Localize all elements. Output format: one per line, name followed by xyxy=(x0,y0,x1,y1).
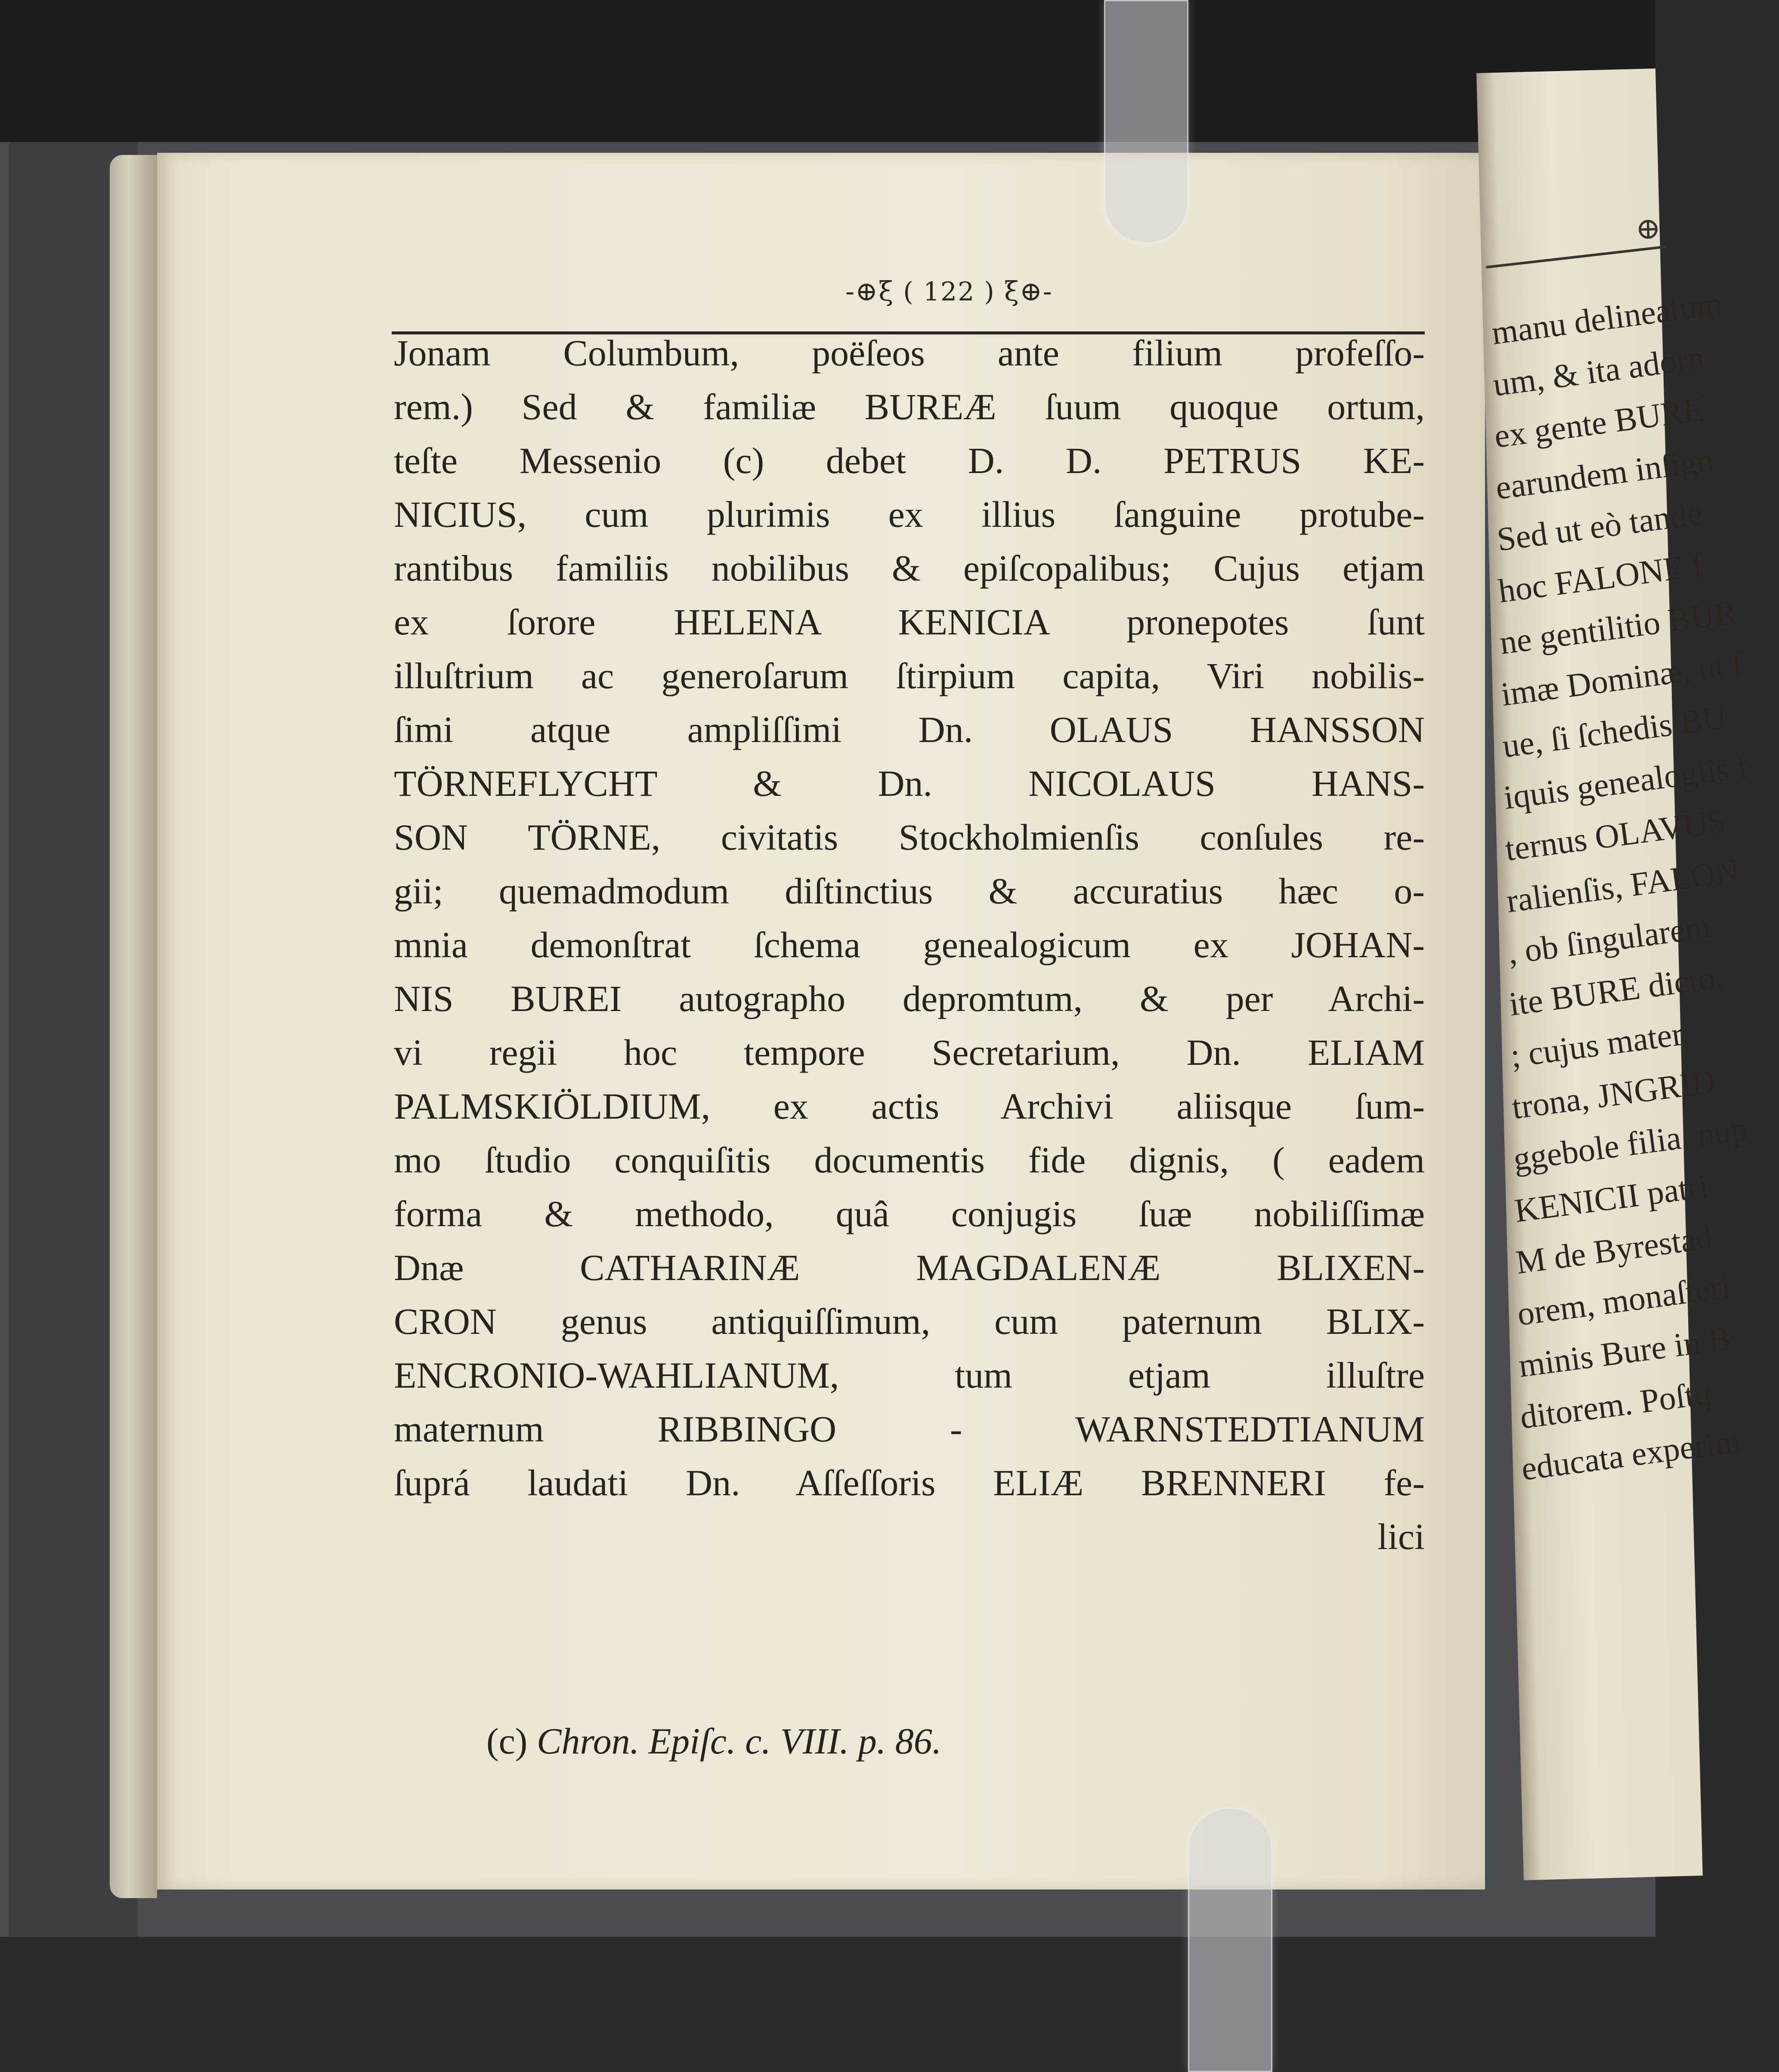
footnote xyxy=(486,1719,941,1763)
adjacent-line: ralienſis, FALON xyxy=(1504,852,1742,920)
text-line: Jonam Columbum, poëſeos ante filium profeſſo- xyxy=(394,332,1425,374)
adjacent-line: ternus OLAVUS xyxy=(1503,801,1728,868)
text-line: forma & methodo, quâ conjugis ſuæ nobiliſſimæ xyxy=(394,1193,1425,1234)
text-line: PALMSKIÖLDIUM, ex actis Archivi aliisque ſum- xyxy=(394,1085,1425,1127)
bottom-background xyxy=(0,1937,1655,2069)
text-line: ſuprá laudati Dn. Aſſeſſoris ELIÆ BRENNERI fe- xyxy=(394,1462,1425,1503)
text-line: mo ſtudio conquiſitis documentis fide dignis, ( eadem xyxy=(394,1139,1425,1181)
catchword: lici xyxy=(1377,1516,1425,1557)
adjacent-line: M de Byrestad xyxy=(1513,1218,1715,1281)
page-clip-bottom xyxy=(1188,1808,1272,2072)
adjacent-line: educata experim xyxy=(1519,1421,1743,1488)
text-line: ſimi atque ampliſſimi Dn. OLAUS HANSSON xyxy=(394,709,1425,750)
adjacent-line: um, & ita adorn xyxy=(1491,338,1707,403)
text-line: illuſtrium ac generoſarum ſtirpium capita, Viri nobilis- xyxy=(394,655,1425,696)
footnote-reference: Chron. Epiſc. c. VIII. p. 86. xyxy=(536,1720,942,1762)
page-clip-top xyxy=(1104,0,1188,244)
text-line: gii; quemadmodum diſtinctius & accuratius hæc o- xyxy=(394,870,1425,912)
text-line: maternum RIBBINGO - WARNSTEDTIANUM xyxy=(394,1408,1425,1450)
adjacent-line: hoc FALONE f xyxy=(1496,545,1706,610)
text-line: rantibus familiis nobilibus & epiſcopalibus; Cujus etjam xyxy=(394,547,1425,589)
text-line: CRON genus antiquiſſimum, cum paternum BLIX- xyxy=(394,1301,1425,1342)
adjacent-line: minis Bure in B xyxy=(1516,1319,1733,1385)
ornament-right-icon: ξ⊕- xyxy=(1004,275,1053,307)
adjacent-line: ite BURE dicto, xyxy=(1507,957,1726,1023)
adjacent-line: orem, monaſteri xyxy=(1515,1267,1733,1333)
adjacent-line: earundem inſign xyxy=(1493,441,1716,507)
text-line: TÖRNEFLYCHT & Dn. NICOLAUS HANS- xyxy=(394,763,1425,804)
adjacent-line: , ob ſingularem xyxy=(1505,907,1713,971)
adjacent-line: ditorem. Poſtq xyxy=(1518,1373,1713,1436)
text-line: NIS BUREI autographo depromtum, & per Archi- xyxy=(394,978,1425,1019)
text-line: ex ſorore HELENA KENICIA pronepotes ſunt xyxy=(394,601,1425,643)
adjacent-line: KENICII patri xyxy=(1512,1166,1711,1230)
adjacent-line: trona, JNGRID xyxy=(1510,1062,1718,1126)
adjacent-line: imæ Dominæ, ut ſ xyxy=(1499,644,1745,713)
adjacent-line: manu delineatum xyxy=(1489,284,1725,352)
page-number: ( 122 ) xyxy=(903,277,995,307)
text-line: ENCRONIO-WAHLIANUM, tum etjam illuſtre xyxy=(394,1355,1425,1396)
adjacent-header-rule xyxy=(1486,245,1666,269)
running-header xyxy=(755,275,1143,307)
adjacent-ornament-icon: ⊕ xyxy=(1635,210,1661,247)
text-line: rem.) Sed & familiæ BUREÆ ſuum quoque ortum, xyxy=(394,386,1425,427)
adjacent-line: Sed ut eò tande xyxy=(1494,494,1704,558)
adjacent-line: iquis genealogiis f xyxy=(1501,747,1751,816)
adjacent-line: ; cujus mater, xyxy=(1508,1014,1692,1075)
text-line: Dnæ CATHARINÆ MAGDALENÆ BLIXEN- xyxy=(394,1247,1425,1288)
adjacent-line: ggebole filia, nup xyxy=(1511,1110,1750,1178)
text-line: NICIUS, cum plurimis ex illius ſanguine protube- xyxy=(394,494,1425,535)
page-edges xyxy=(110,155,157,1898)
text-line: teſte Messenio (c) debet D. D. PETRUS KE- xyxy=(394,440,1425,481)
adjacent-line: ne gentilitio BUR xyxy=(1497,593,1739,662)
adjacent-line: ex gente BURE xyxy=(1492,390,1706,455)
ornament-left-icon: -⊕ξ xyxy=(845,275,894,307)
adjacent-line: ue, ſi ſchedis BU xyxy=(1500,698,1729,765)
text-line: SON TÖRNE, civitatis Stockholmienſis conſules re- xyxy=(394,816,1425,858)
text-line: mnia demonſtrat ſchema genealogicum ex JOHAN- xyxy=(394,924,1425,965)
text-line: vi regii hoc tempore Secretarium, Dn. ELIAM xyxy=(394,1032,1425,1073)
footnote-marker: (c) xyxy=(486,1720,528,1762)
top-background xyxy=(0,0,1655,142)
